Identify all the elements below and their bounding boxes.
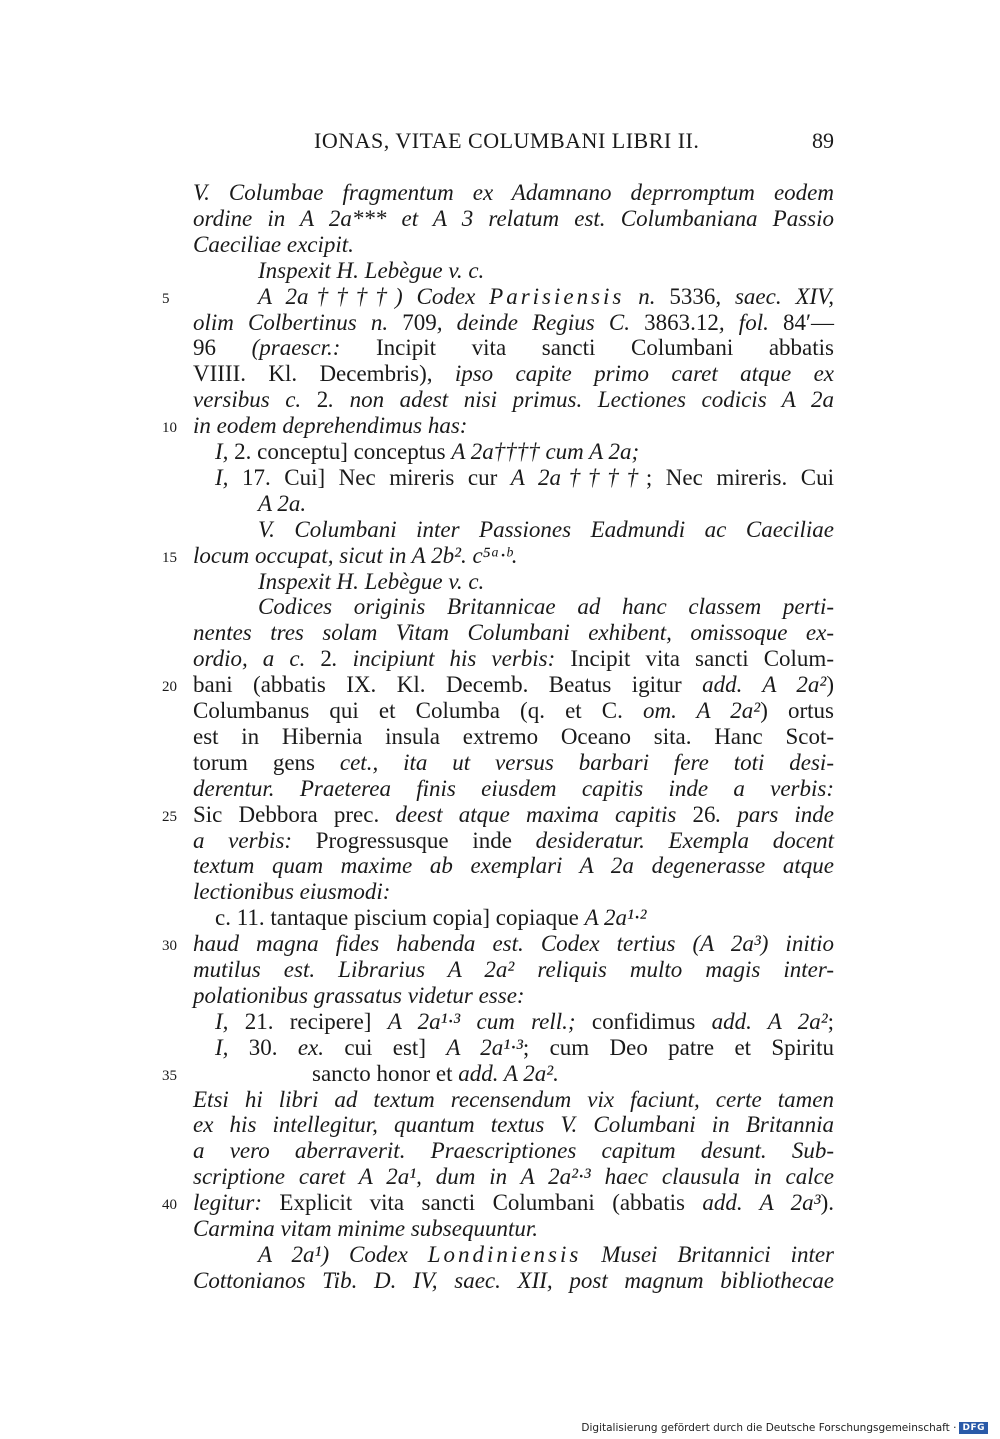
text-segment: Incipit vita sancti Colum- <box>570 646 834 672</box>
text-segment: 3863.12 <box>644 309 719 335</box>
text-segment: ordine in A 2a*** et A 3 relatum est. Columbaniana Passio <box>193 205 834 231</box>
text-line <box>0 543 1000 569</box>
text-line <box>0 387 1000 413</box>
text-segment: Musei Britannici inter <box>581 1241 835 1267</box>
text-line <box>0 180 1000 206</box>
text-segment: n. <box>624 283 670 309</box>
text-line <box>0 594 1000 620</box>
text-segment: Columbanus qui et Columba (q. et C. <box>193 698 643 723</box>
text-segment: I, <box>215 1034 249 1060</box>
line-text <box>193 206 834 232</box>
line-number: 10 <box>162 420 177 437</box>
text-line <box>0 698 1000 724</box>
text-segment: 2 <box>320 646 332 672</box>
running-title: IONAS, VITAE COLUMBANI LIBRI II. <box>314 128 700 153</box>
text-line <box>0 828 1000 854</box>
line-text <box>193 232 354 258</box>
text-line <box>0 1087 1000 1113</box>
text-line <box>0 1242 1000 1268</box>
line-text <box>215 1035 834 1061</box>
text-line <box>0 361 1000 387</box>
line-text <box>193 646 834 672</box>
footer-credit-text: Digitalisierung gefördert durch die Deutsche Forschungsgemeinschaft · <box>581 1422 957 1434</box>
text-segment: Etsi hi libri ad textum recensendum vix faciunt, certe tamen <box>193 1086 834 1112</box>
text-segment: c. 11. tantaque piscium copia] copiaque <box>215 905 585 931</box>
text-segment: ; cum Deo patre et Spiritu <box>522 1034 834 1060</box>
line-text <box>193 879 390 905</box>
text-line <box>0 957 1000 983</box>
text-segment: I, <box>215 1008 245 1034</box>
text-line <box>0 517 1000 543</box>
line-text <box>193 672 834 698</box>
line-text <box>258 284 834 310</box>
line-text <box>193 387 834 413</box>
line-text <box>258 1242 834 1268</box>
text-line <box>0 1112 1000 1138</box>
text-line <box>0 802 1000 828</box>
text-segment: confidimus <box>591 1008 712 1034</box>
line-text <box>193 724 834 750</box>
text-segment: A 2a††††) Codex <box>258 283 490 309</box>
line-text <box>258 569 484 595</box>
text-line <box>0 1268 1000 1294</box>
text-segment: Codices originis Britannicae ad hanc classem perti- <box>258 594 834 620</box>
text-segment: VIIII. Kl. Decembris), <box>193 361 455 387</box>
footer-credit <box>581 1420 988 1436</box>
line-text <box>193 983 525 1009</box>
line-text <box>193 1268 834 1294</box>
text-segment: , deinde Regius C. <box>436 309 645 335</box>
text-segment: ) <box>826 672 834 698</box>
text-line <box>0 310 1000 336</box>
text-line <box>0 853 1000 879</box>
text-segment: Sic Debbora prec. <box>193 801 396 827</box>
text-line <box>0 284 1000 310</box>
text-segment: . non adest nisi primus. Lectiones codicis A 2a <box>328 387 834 413</box>
text-segment: Londiniensis <box>427 1241 582 1267</box>
text-segment: derentur. Praeterea finis eiusdem capitis inde a verbis: <box>193 775 834 801</box>
line-text <box>193 698 834 724</box>
text-segment: ex his intellegitur, quantum textus V. Columbani in Britannia <box>193 1112 834 1138</box>
text-segment: 30. <box>248 1034 298 1060</box>
line-text <box>193 750 834 776</box>
text-segment: ) ortus <box>760 698 834 723</box>
text-segment: I, <box>215 464 242 490</box>
text-segment: Cottonianos Tib. D. IV, saec. XII, post magnum bibliothecae <box>193 1267 834 1293</box>
text-segment: 709 <box>402 309 437 335</box>
text-segment: ; <box>827 1008 834 1034</box>
line-text <box>258 517 834 543</box>
text-segment: Parisiensis <box>489 283 625 309</box>
text-segment: add. A 2a³ <box>702 1190 821 1216</box>
text-segment: 17. Cui] Nec mireris cur <box>241 464 511 490</box>
text-segment: olim Colbertinus n. <box>193 309 403 335</box>
text-segment: A 2a. <box>258 490 307 516</box>
text-segment: Explicit vita sancti Columbani (abbatis <box>279 1190 703 1216</box>
text-segment: . incipiunt his verbis: <box>331 646 571 672</box>
text-segment: A 2a†††† cum A 2a; <box>451 439 640 464</box>
text-segment: haud magna fides habenda est. Codex tertius (A 2a³) initio <box>193 931 834 957</box>
text-line <box>0 931 1000 957</box>
line-text <box>215 1009 834 1035</box>
text-segment: ipso capite primo caret atque ex <box>454 361 835 387</box>
line-number: 20 <box>162 679 177 696</box>
line-text <box>312 1061 559 1087</box>
text-segment: 26 <box>692 801 716 827</box>
line-number: 35 <box>162 1067 177 1084</box>
line-text <box>258 258 484 284</box>
text-segment: torum gens <box>193 749 340 775</box>
text-segment: om. A 2a² <box>643 698 761 723</box>
text-segment: 21. recipere] <box>244 1008 388 1034</box>
line-text <box>193 853 834 879</box>
text-line <box>0 905 1000 931</box>
line-text <box>193 1087 834 1113</box>
text-segment: cui est] <box>344 1034 447 1060</box>
text-segment: cet., ita ut versus barbari fere toti desi- <box>339 749 834 775</box>
text-segment: scriptione caret A 2a¹, dum in A 2a²·³ haec clausula in calce <box>193 1164 834 1190</box>
text-segment: V. Columbani inter Passiones Eadmundi ac Caeciliae <box>258 516 834 542</box>
text-line <box>0 1164 1000 1190</box>
line-text <box>193 361 834 387</box>
text-segment: Inspexit H. Lebègue v. c. <box>258 568 485 594</box>
text-segment: I, <box>215 439 235 464</box>
text-line <box>0 335 1000 361</box>
text-segment: A 2a¹·³ cum rell.; <box>387 1008 592 1034</box>
text-segment: add. A 2a² <box>702 672 827 698</box>
text-line <box>0 724 1000 750</box>
text-segment: deest atque maxima capitis <box>395 801 693 827</box>
text-segment: Caeciliae excipit. <box>193 231 354 257</box>
text-segment: polationibus grassatus videtur esse: <box>193 982 525 1008</box>
line-text <box>193 931 834 957</box>
line-text <box>193 1190 834 1216</box>
text-segment: ; Nec mireris. Cui <box>645 464 835 490</box>
text-line <box>0 983 1000 1009</box>
text-segment: sancto honor et <box>312 1060 459 1086</box>
text-line <box>0 439 1000 465</box>
text-segment: desideratur. Exempla docent <box>535 827 835 853</box>
text-line <box>0 1138 1000 1164</box>
text-segment: ). <box>820 1190 834 1216</box>
text-line <box>0 1190 1000 1216</box>
text-line <box>0 465 1000 491</box>
text-segment: (praescr.: <box>251 335 377 361</box>
line-text <box>193 802 834 828</box>
text-line <box>0 750 1000 776</box>
text-segment: 5336 <box>669 283 716 309</box>
text-line <box>0 646 1000 672</box>
text-segment: a verbis: <box>193 827 316 853</box>
text-line <box>0 491 1000 517</box>
line-text <box>258 594 834 620</box>
text-segment: . pars inde <box>715 801 835 827</box>
text-segment: Incipit vita sancti Columbani abbatis <box>376 335 834 361</box>
text-segment: add. A 2a² <box>711 1008 828 1034</box>
text-line <box>0 879 1000 905</box>
line-text <box>193 310 834 336</box>
text-line <box>0 569 1000 595</box>
line-text <box>215 905 647 931</box>
text-line <box>0 1216 1000 1242</box>
text-segment: legitur: <box>193 1190 280 1216</box>
line-text <box>193 776 834 802</box>
text-segment: Progressusque inde <box>315 827 536 853</box>
text-line <box>0 413 1000 439</box>
line-number: 25 <box>162 808 177 825</box>
text-segment: textum quam maxime ab exemplari A 2a degenerasse atque <box>193 853 834 879</box>
text-segment: est in Hibernia insula extremo Oceano sita. Hanc Scot- <box>193 723 834 749</box>
text-segment: Inspexit H. Lebègue v. c. <box>258 257 485 283</box>
line-text <box>193 1112 834 1138</box>
line-text <box>193 957 834 983</box>
text-line <box>0 258 1000 284</box>
line-number: 15 <box>162 549 177 566</box>
text-segment: mutilus est. Librarius A 2a² reliquis multo magis inter- <box>193 957 834 982</box>
line-text <box>193 180 834 206</box>
text-segment: V. Columbae fragmentum ex Adamnano deprromptum eodem <box>193 180 834 205</box>
page-number: 89 <box>812 128 834 153</box>
text-line <box>0 1035 1000 1061</box>
line-text <box>193 828 834 854</box>
text-segment: a vero aberraverit. Praescriptiones capitum desunt. Sub- <box>193 1138 834 1164</box>
text-line <box>0 1061 1000 1087</box>
text-segment: ex. <box>297 1034 345 1060</box>
text-segment: versibus c. <box>193 387 317 413</box>
text-segment: add. A 2a². <box>458 1060 559 1086</box>
text-segment: bani (abbatis IX. Kl. Decemb. Beatus igitur <box>193 672 703 698</box>
text-segment: nentes tres solam Vitam Columbani exhibent, omissoque ex- <box>193 620 834 646</box>
line-text <box>193 543 518 569</box>
text-segment: ordio, a c. <box>193 646 321 672</box>
line-text <box>215 439 639 465</box>
line-text <box>193 620 834 646</box>
line-text <box>193 413 467 439</box>
line-text <box>193 1164 834 1190</box>
text-line <box>0 1009 1000 1035</box>
text-line <box>0 672 1000 698</box>
line-text <box>215 465 834 491</box>
running-header <box>190 128 834 160</box>
text-segment: in eodem deprehendimus has: <box>193 413 468 439</box>
text-segment: A 2a†††† <box>510 464 646 490</box>
text-line <box>0 620 1000 646</box>
text-segment: , saec. XIV, <box>715 283 834 309</box>
text-segment: 84′— <box>783 309 835 335</box>
line-number: 40 <box>162 1197 177 1214</box>
line-number: 5 <box>162 290 170 307</box>
text-segment: 2. conceptu] conceptus <box>234 439 452 464</box>
line-text <box>258 491 306 517</box>
text-segment: 2 <box>316 387 329 413</box>
text-segment: 96 <box>193 335 252 361</box>
text-segment: A 2a¹·² <box>584 905 647 931</box>
line-number: 30 <box>162 938 177 955</box>
text-segment: locum occupat, sicut in A 2b². c⁵ᵃ·ᵇ. <box>193 542 518 568</box>
text-line <box>0 776 1000 802</box>
text-segment: A 2a¹·³ <box>446 1034 523 1060</box>
text-segment: A 2a¹) Codex <box>258 1241 428 1267</box>
text-segment: Carmina vitam minime subsequuntur. <box>193 1216 538 1241</box>
text-line <box>0 232 1000 258</box>
text-segment: lectionibus eiusmodi: <box>193 879 391 905</box>
dfg-logo: DFG <box>959 1422 988 1434</box>
line-text <box>193 1138 834 1164</box>
text-line <box>0 206 1000 232</box>
text-segment: , fol. <box>718 309 783 335</box>
line-text <box>193 1216 538 1242</box>
line-text <box>193 335 834 361</box>
